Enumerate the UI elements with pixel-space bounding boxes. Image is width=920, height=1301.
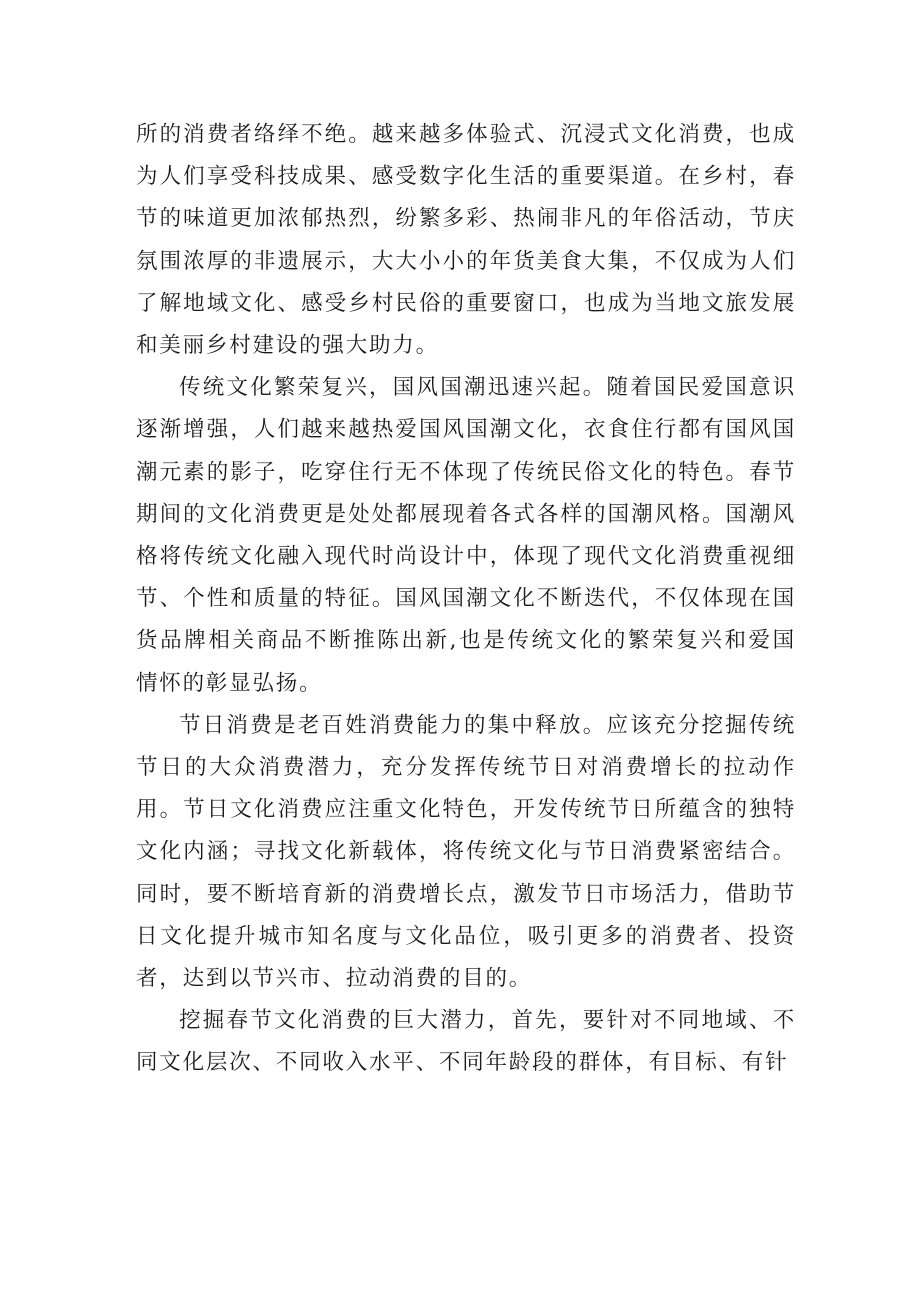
paragraph-2: 传统文化繁荣复兴，国风国潮迅速兴起。随着国民爱国意识逐渐增强，人们越来越热爱国风国潮文化，衣食住行都有国风国潮元素的影子，吃穿住行无不体现了传统民俗文化的特色。春节期间的文化消费更是处处都展现着各式各样的国潮风格。国潮风格将传统文化融入现代时尚设计中，体现了现代文化消费重视细节、个性和质量的特征。国风国潮文化不断迭代，不仅体现在国货品牌相关商品不断推陈出新,也是传统文化的繁荣复兴和爱国情怀的彰显弘扬。	[136, 375, 796, 696]
paragraph-4: 挖掘春节文化消费的巨大潜力，首先，要针对不同地域、不同文化层次、不同收入水平、不同年龄段的群体，有目标、有针	[136, 1008, 796, 1076]
paragraph-3: 节日消费是老百姓消费能力的集中释放。应该充分挖掘传统节日的大众消费潜力，充分发挥传统节日对消费增长的拉动作用。节日文化消费应注重文化特色，开发传统节日所蕴含的独特文化内涵；寻找文化新载体，将传统文化与节日消费紧密结合。同时，要不断培育新的消费增长点，激发节日市场活力，借助节日文化提升城市知名度与文化品位，吸引更多的消费者、投资者，达到以节兴市、拉动消费的目的。	[136, 712, 796, 992]
document-body	[136, 114, 796, 1085]
paragraph-1: 所的消费者络绎不绝。越来越多体验式、沉浸式文化消费，也成为人们享受科技成果、感受数字化生活的重要渠道。在乡村，春节的味道更加浓郁热烈，纷繁多彩、热闹非凡的年俗活动，节庆氛围浓厚的非遗展示，大大小小的年货美食大集，不仅成为人们了解地域文化、感受乡村民俗的重要窗口，也成为当地文旅发展和美丽乡村建设的强大助力。	[136, 122, 796, 359]
